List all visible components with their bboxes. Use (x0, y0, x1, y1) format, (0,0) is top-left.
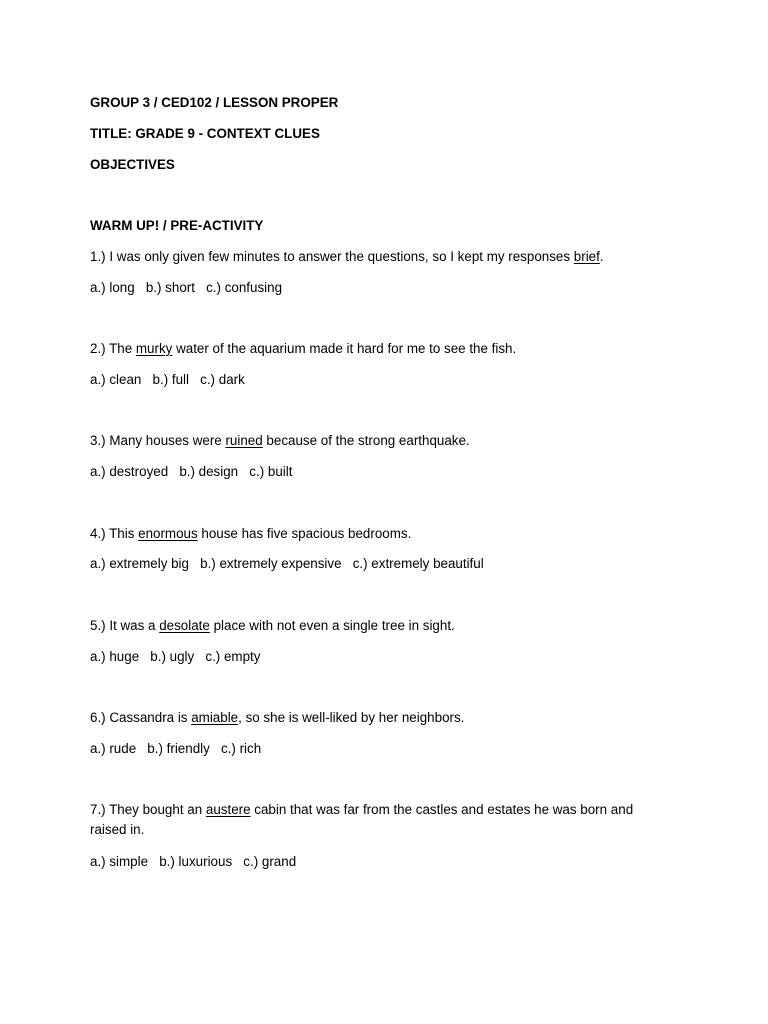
question-5-choices: a.) huge b.) ugly c.) empty (90, 649, 261, 664)
question-4-post: house has five spacious bedrooms. (197, 526, 412, 541)
question-6-word: amiable (191, 710, 239, 725)
question-5-post: place with not even a single tree in sight. (209, 618, 455, 633)
question-6-choices: a.) rude b.) friendly c.) rich (90, 741, 262, 756)
question-2-pre: 2.) The (90, 341, 136, 356)
question-2-choices: a.) clean b.) full c.) dark (90, 372, 245, 387)
question-4 (90, 524, 411, 544)
question-2-word: murky (135, 341, 173, 356)
question-3 (90, 431, 470, 451)
objectives-heading: OBJECTIVES (90, 157, 175, 172)
title-line: TITLE: GRADE 9 - CONTEXT CLUES (90, 126, 320, 141)
question-7-post: cabin that was far from the castles and estates he was born and raised in. (90, 802, 634, 837)
question-2-post: water of the aquarium made it hard for me to see the fish. (172, 341, 517, 356)
group-line: GROUP 3 / CED102 / LESSON PROPER (90, 95, 339, 110)
question-6 (90, 708, 464, 728)
question-6-post: , so she is well-liked by her neighbors. (238, 710, 465, 725)
question-2 (90, 339, 516, 359)
question-1-word: brief (573, 249, 600, 264)
question-7 (90, 800, 665, 840)
question-7-word: austere (205, 802, 251, 817)
question-3-word: ruined (225, 433, 263, 448)
question-5-pre: 5.) It was a (90, 618, 160, 633)
question-7-pre: 7.) They bought an (90, 802, 206, 817)
question-5 (90, 616, 455, 636)
question-4-pre: 4.) This (90, 526, 139, 541)
question-3-choices: a.) destroyed b.) design c.) built (90, 464, 293, 479)
question-5-word: desolate (159, 618, 210, 633)
question-3-pre: 3.) Many houses were (90, 433, 226, 448)
question-7-choices: a.) simple b.) luxurious c.) grand (90, 854, 297, 869)
question-4-word: enormous (138, 526, 198, 541)
question-1-pre: 1.) I was only given few minutes to answer the questions, so I kept my responses (90, 249, 574, 264)
warmup-heading: WARM UP! / PRE-ACTIVITY (90, 218, 264, 233)
question-1-post: . (599, 249, 604, 264)
question-3-post: because of the strong earthquake. (262, 433, 470, 448)
question-6-pre: 6.) Cassandra is (90, 710, 192, 725)
question-1-choices: a.) long b.) short c.) confusing (90, 280, 283, 295)
question-4-choices: a.) extremely big b.) extremely expensive c.) extremely beautiful (90, 556, 484, 571)
question-1 (90, 247, 604, 267)
